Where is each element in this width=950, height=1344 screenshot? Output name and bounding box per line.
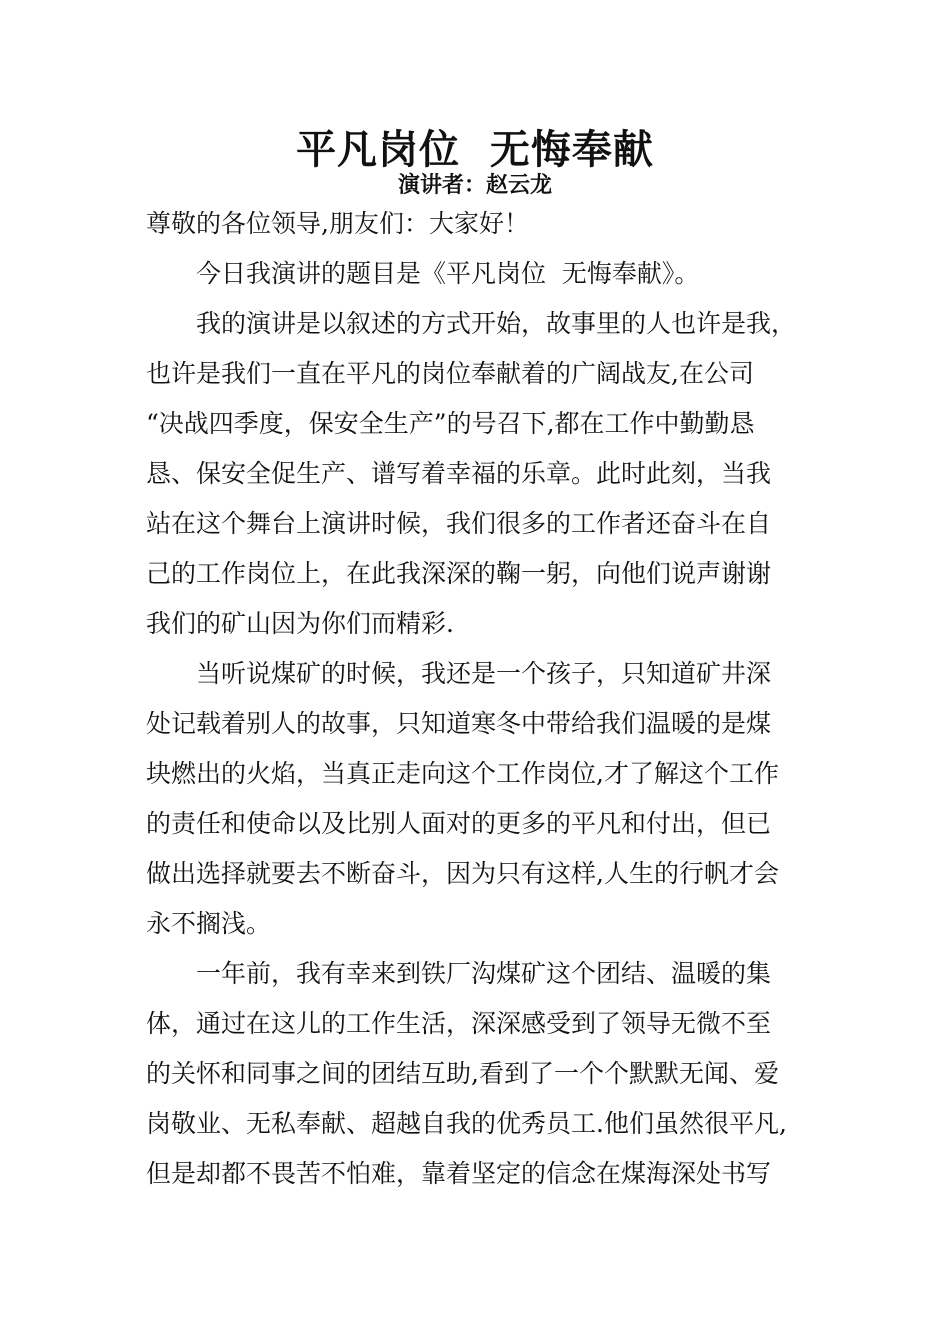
text-line: 的关怀和同事之间的团结互助,看到了一个个默默无闻、爱: [146, 1059, 779, 1088]
text-line: 做出选择就要去不断奋斗，因为只有这样,人生的行帆才会: [146, 859, 779, 888]
text-line: “决战四季度，保安全生产”的号召下,都在工作中勤勤恳: [146, 409, 755, 438]
text-line: 己的工作岗位上，在此我深深的鞠一躬，向他们说声谢谢: [146, 559, 772, 588]
text-line: 我的演讲是以叙述的方式开始，故事里的人也许是我，: [196, 309, 797, 338]
text-line: 块燃出的火焰，当真正走向这个工作岗位,才了解这个工作: [146, 759, 779, 788]
text-line: 体，通过在这儿的工作生活，深深感受到了领导无微不至: [146, 1009, 772, 1038]
text-line: 岗敬业、无私奉献、超越自我的优秀员工.他们虽然很平凡,: [146, 1109, 787, 1138]
text-line: 一年前，我有幸来到铁厂沟煤矿这个团结、温暖的集: [196, 959, 772, 988]
text-line: 恳、保安全促生产、谱写着幸福的乐章。此时此刻，当我: [146, 459, 772, 488]
text-line: 但是却都不畏苦不怕难，靠着坚定的信念在煤海深处书写: [146, 1159, 772, 1188]
text-line: 今日我演讲的题目是《平凡岗位 无悔奉献》。: [196, 259, 700, 288]
document-title: 平凡岗位 无悔奉献: [296, 127, 654, 173]
text-line: 我们的矿山因为你们而精彩.: [146, 609, 454, 638]
text-line: 的责任和使命以及比别人面对的更多的平凡和付出，但已: [146, 809, 772, 838]
speaker-line: 演讲者：赵云龙: [397, 173, 552, 198]
text-line: 处记载着别人的故事，只知道寒冬中带给我们温暖的是煤: [146, 709, 772, 738]
text-line: 永不搁浅。: [146, 909, 272, 938]
text-line: 当听说煤矿的时候，我还是一个孩子，只知道矿井深: [196, 659, 772, 688]
text-line: 也许是我们一直在平凡的岗位奉献着的广阔战友,在公司: [146, 359, 754, 388]
text-line: 尊敬的各位领导,朋友们：大家好！: [146, 209, 529, 238]
text-line: 站在这个舞台上演讲时候，我们很多的工作者还奋斗在自: [146, 509, 772, 538]
